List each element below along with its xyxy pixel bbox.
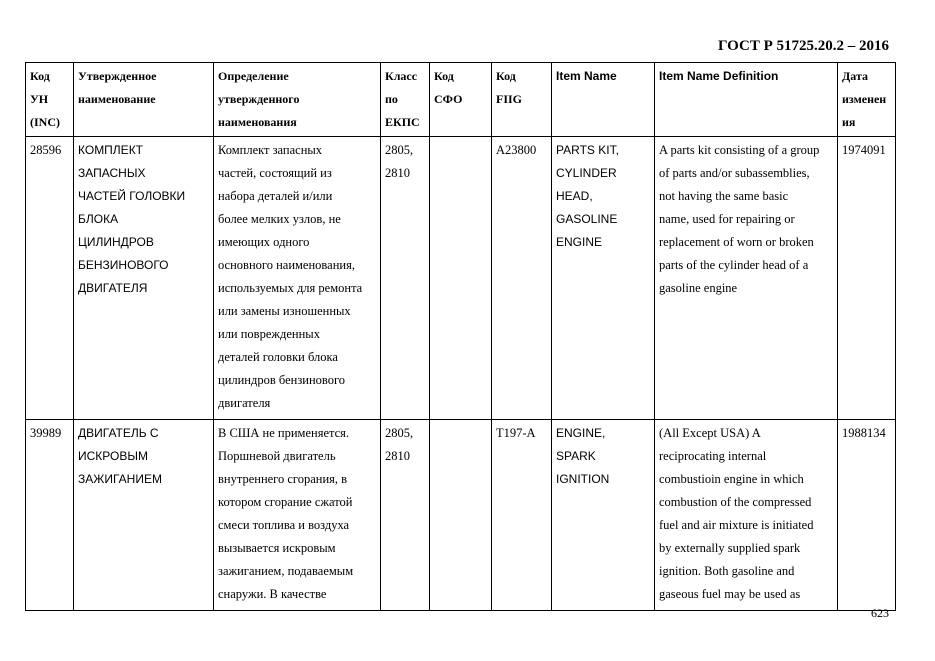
document-code: ГОСТ Р 51725.20.2 – 2016 <box>717 38 889 54</box>
column-header-fiig: Код FIIG <box>492 63 552 137</box>
cell-definition-en: (All Except USA) A reciprocating internal combustioin engine in which combustion of the compressed fuel and air mixture is initiated by externally supplied spark ignition. Both gasoline and gaseous fuel may be used as <box>655 420 838 611</box>
cell-fiig: T197-A <box>492 420 552 611</box>
column-header-definition-ru: Определение утвержденного наименования <box>214 63 381 137</box>
cell-approved-name: ДВИГАТЕЛЬ С ИСКРОВЫМ ЗАЖИГАНИЕМ <box>74 420 214 611</box>
cell-sfo <box>430 420 492 611</box>
column-header-inc: Код УН (INC) <box>26 63 74 137</box>
cell-fiig: A23800 <box>492 137 552 420</box>
cell-item-name: ENGINE, SPARK IGNITION <box>552 420 655 611</box>
cell-definition-ru: В США не применяется. Поршневой двигатель внутреннего сгорания, в котором сгорание сжатой смеси топлива и воздуха вызывается искровым зажиганием, подаваемым снаружи. В качестве <box>214 420 381 611</box>
catalog-table <box>25 62 896 611</box>
cell-class: 2805, 2810 <box>381 137 430 420</box>
column-header-date: Дата изменен ия <box>838 63 896 137</box>
column-header-approved-name: Утвержденное наименование <box>74 63 214 137</box>
cell-sfo <box>430 137 492 420</box>
cell-date: 1988134 <box>838 420 896 611</box>
table-row <box>26 137 896 420</box>
page-number: 623 <box>871 606 889 620</box>
cell-inc: 28596 <box>26 137 74 420</box>
column-header-class: Класс по ЕКПС <box>381 63 430 137</box>
cell-date: 1974091 <box>838 137 896 420</box>
cell-definition-en: A parts kit consisting of a group of parts and/or subassemblies, not having the same basic name, used for repairing or replacement of worn or broken parts of the cylinder head of a gasoline engine <box>655 137 838 420</box>
cell-item-name: PARTS KIT, CYLINDER HEAD, GASOLINE ENGINE <box>552 137 655 420</box>
column-header-item-name-definition: Item Name Definition <box>655 63 838 137</box>
cell-inc: 39989 <box>26 420 74 611</box>
cell-class: 2805, 2810 <box>381 420 430 611</box>
column-header-item-name: Item Name <box>552 63 655 137</box>
cell-definition-ru: Комплект запасных частей, состоящий из набора деталей и/или более мелких узлов, не имеющих одного основного наименования, используемых для ремонта или замены изношенных или поврежденных деталей головки блока цилиндров бензинового двигателя <box>214 137 381 420</box>
table-row <box>26 420 896 611</box>
column-header-sfo: Код СФО <box>430 63 492 137</box>
table-header-row <box>26 63 896 137</box>
cell-approved-name: КОМПЛЕКТ ЗАПАСНЫХ ЧАСТЕЙ ГОЛОВКИ БЛОКА ЦИЛИНДРОВ БЕНЗИНОВОГО ДВИГАТЕЛЯ <box>74 137 214 420</box>
